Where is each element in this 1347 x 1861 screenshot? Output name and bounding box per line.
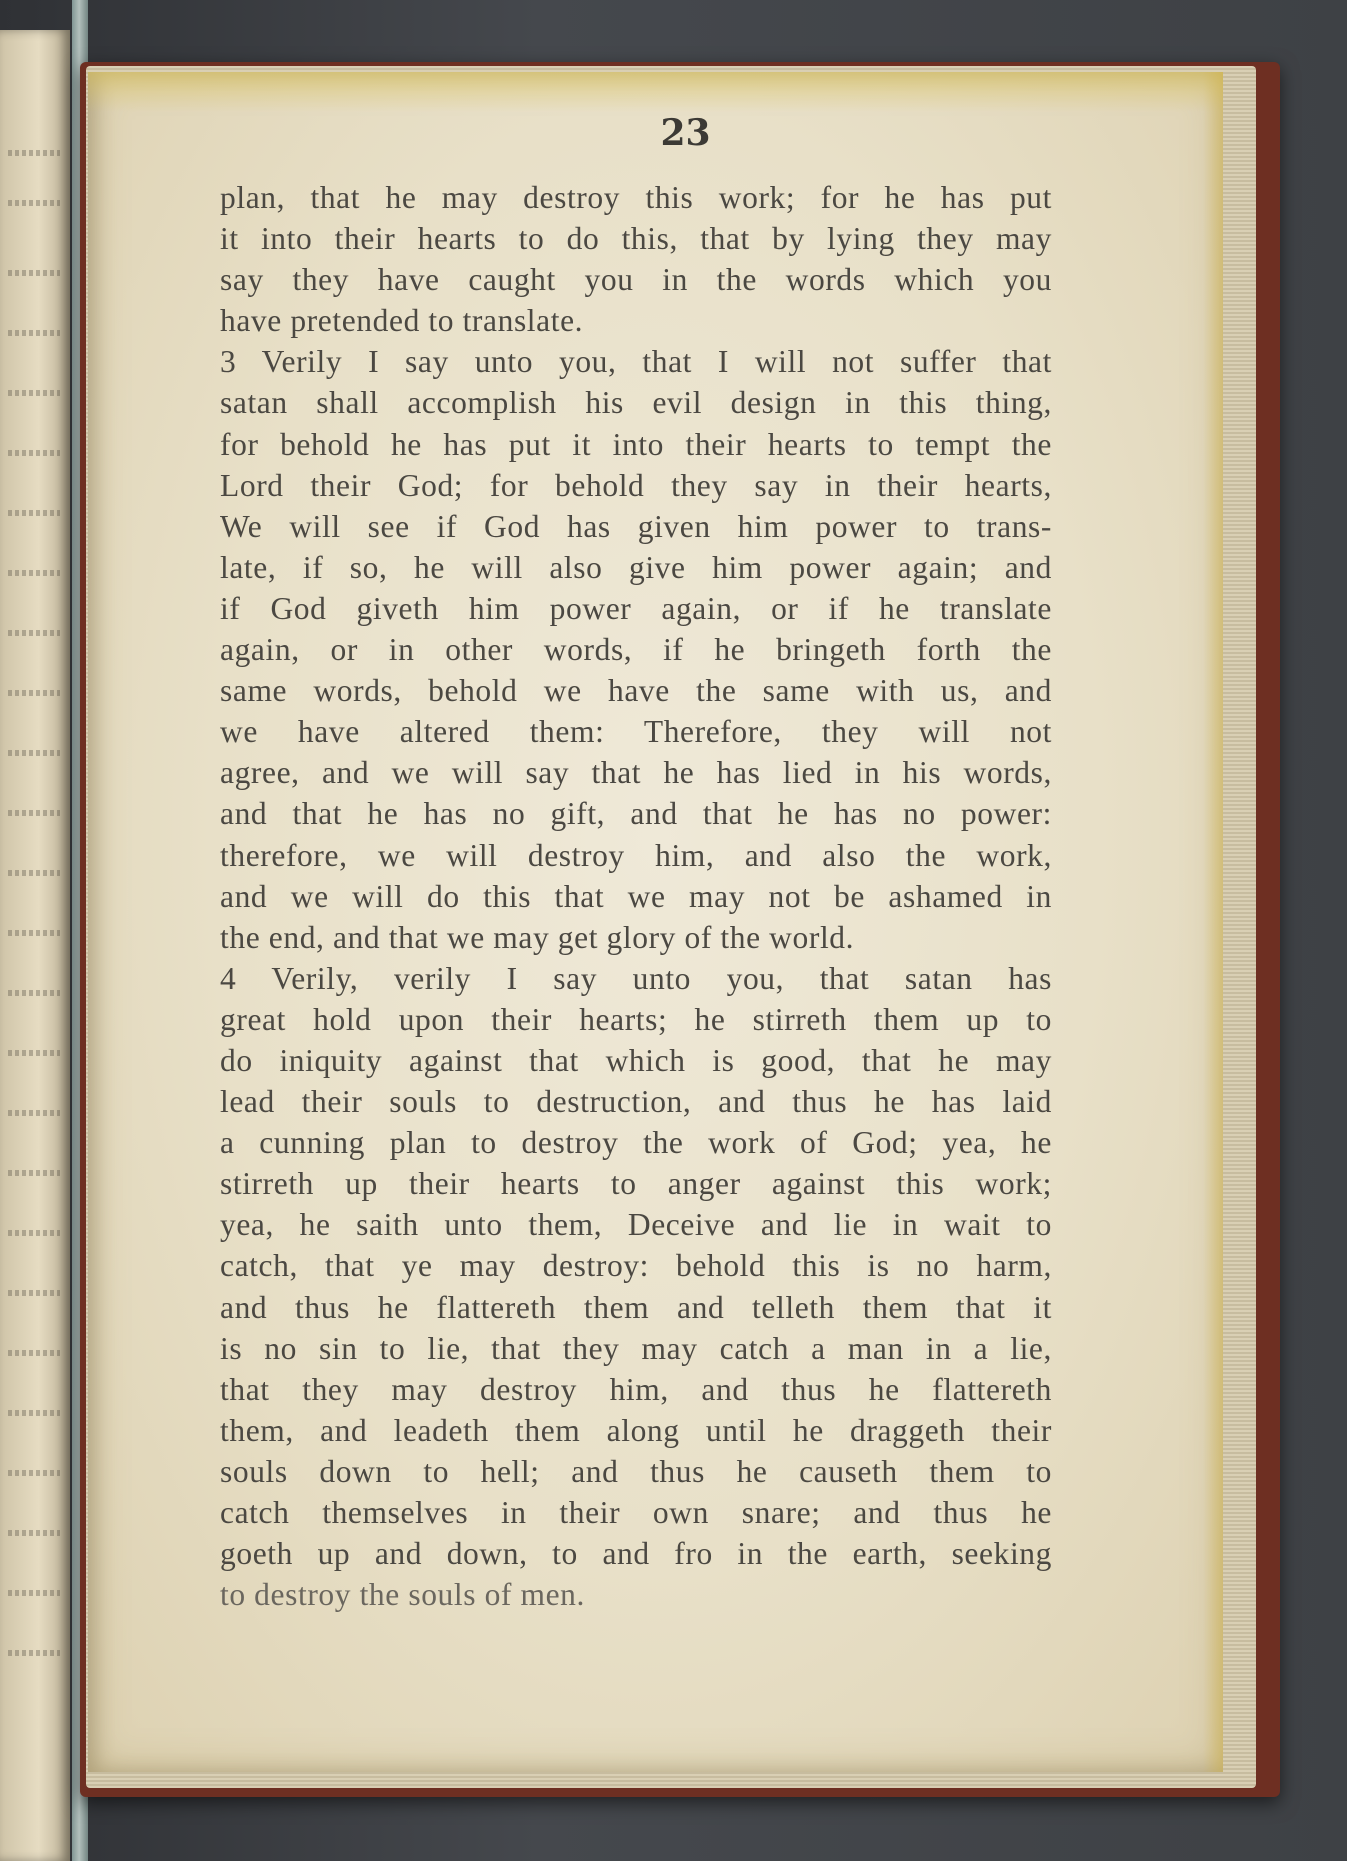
text-line: therefore, we will destroy him, and also the work, bbox=[220, 837, 1052, 873]
text-line: it into their hearts to do this, that by lying they may bbox=[220, 221, 1052, 257]
text-line: for behold he has put it into their hearts to tempt the bbox=[220, 426, 1052, 462]
text-line: 4 Verily, verily I say unto you, that satan has bbox=[220, 960, 1052, 996]
facing-page-text-fragment bbox=[8, 200, 60, 206]
text-line: lead their souls to destruction, and thus he has laid bbox=[220, 1084, 1052, 1120]
page-text bbox=[220, 177, 1052, 1615]
text-line: souls down to hell; and thus he causeth them to bbox=[220, 1453, 1052, 1489]
text-line: and thus he flattereth them and telleth them that it bbox=[220, 1289, 1052, 1325]
facing-page-text-fragment bbox=[8, 270, 60, 276]
facing-page-text-fragment bbox=[8, 1050, 60, 1056]
text-line: goeth up and down, to and fro in the earth, seeking bbox=[220, 1536, 1052, 1572]
text-line: yea, he saith unto them, Deceive and lie in wait to bbox=[220, 1207, 1052, 1243]
text-line: 3 Verily I say unto you, that I will not suffer that bbox=[220, 344, 1052, 380]
facing-page-text-fragment bbox=[8, 1170, 60, 1176]
text-line: have pretended to translate. bbox=[220, 303, 584, 339]
facing-page-text-fragment bbox=[8, 390, 60, 396]
text-line: catch themselves in their own snare; and thus he bbox=[220, 1495, 1052, 1530]
facing-page-text-fragment bbox=[8, 930, 60, 936]
text-line: same words, behold we have the same with us, and bbox=[220, 673, 1052, 709]
text-line: great hold upon their hearts; he stirreth them up to bbox=[220, 1001, 1052, 1037]
facing-page-text-fragment bbox=[8, 450, 60, 456]
facing-page-text-fragment bbox=[8, 1350, 60, 1356]
facing-page-text-fragment bbox=[8, 1590, 60, 1596]
text-line: catch, that ye may destroy: behold this is no harm, bbox=[220, 1248, 1052, 1284]
facing-page-text-fragment bbox=[8, 810, 60, 816]
text-line: do iniquity against that which is good, that he may bbox=[220, 1042, 1052, 1078]
book-page bbox=[88, 72, 1223, 1772]
facing-page-text-fragment bbox=[8, 1650, 60, 1656]
text-line: satan shall accomplish his evil design in this thing, bbox=[220, 385, 1052, 421]
facing-page-text-fragment bbox=[8, 570, 60, 576]
text-line: agree, and we will say that he has lied in his words, bbox=[220, 755, 1052, 791]
facing-page-text-fragment bbox=[8, 1110, 60, 1116]
text-line: plan, that he may destroy this work; for he has put bbox=[220, 180, 1052, 215]
facing-page-text-fragment bbox=[8, 690, 60, 696]
text-line: to destroy the souls of men. bbox=[220, 1577, 586, 1613]
facing-page-edge bbox=[0, 30, 70, 1861]
text-line: the end, and that we may get glory of the world. bbox=[220, 919, 855, 955]
text-line: and that he has no gift, and that he has no power: bbox=[220, 796, 1052, 832]
facing-page-text-fragment bbox=[8, 1470, 60, 1476]
facing-page-text-fragment bbox=[8, 1290, 60, 1296]
facing-page-text-fragment bbox=[8, 330, 60, 336]
facing-page-text-fragment bbox=[8, 870, 60, 876]
facing-page-text-fragment bbox=[8, 750, 60, 756]
text-line: a cunning plan to destroy the work of God; yea, he bbox=[220, 1125, 1052, 1161]
text-line: them, and leadeth them along until he draggeth their bbox=[220, 1412, 1052, 1448]
text-line: if God giveth him power again, or if he translate bbox=[220, 590, 1052, 626]
facing-page-text-fragment bbox=[8, 1410, 60, 1416]
facing-page-text-fragment bbox=[8, 990, 60, 996]
text-line: that they may destroy him, and thus he flattereth bbox=[220, 1371, 1052, 1407]
facing-page-text-fragment bbox=[8, 510, 60, 516]
text-line: Lord their God; for behold they say in their hearts, bbox=[220, 467, 1052, 503]
text-line: is no sin to lie, that they may catch a man in a lie, bbox=[220, 1330, 1052, 1366]
facing-page-text-fragment bbox=[8, 150, 60, 156]
facing-page-text-fragment bbox=[8, 630, 60, 636]
text-line: say they have caught you in the words which you bbox=[220, 262, 1052, 298]
text-line: we have altered them: Therefore, they will not bbox=[220, 714, 1052, 750]
text-line: again, or in other words, if he bringeth forth the bbox=[220, 632, 1052, 668]
text-line: We will see if God has given him power to trans- bbox=[220, 508, 1052, 544]
text-line: stirreth up their hearts to anger against this work; bbox=[220, 1166, 1052, 1202]
facing-page-text-fragment bbox=[8, 1230, 60, 1236]
text-line: and we will do this that we may not be ashamed in bbox=[220, 878, 1052, 914]
facing-page-text-fragment bbox=[8, 1530, 60, 1536]
page-number: 23 bbox=[660, 112, 711, 154]
text-line: late, if so, he will also give him power again; and bbox=[220, 549, 1052, 585]
